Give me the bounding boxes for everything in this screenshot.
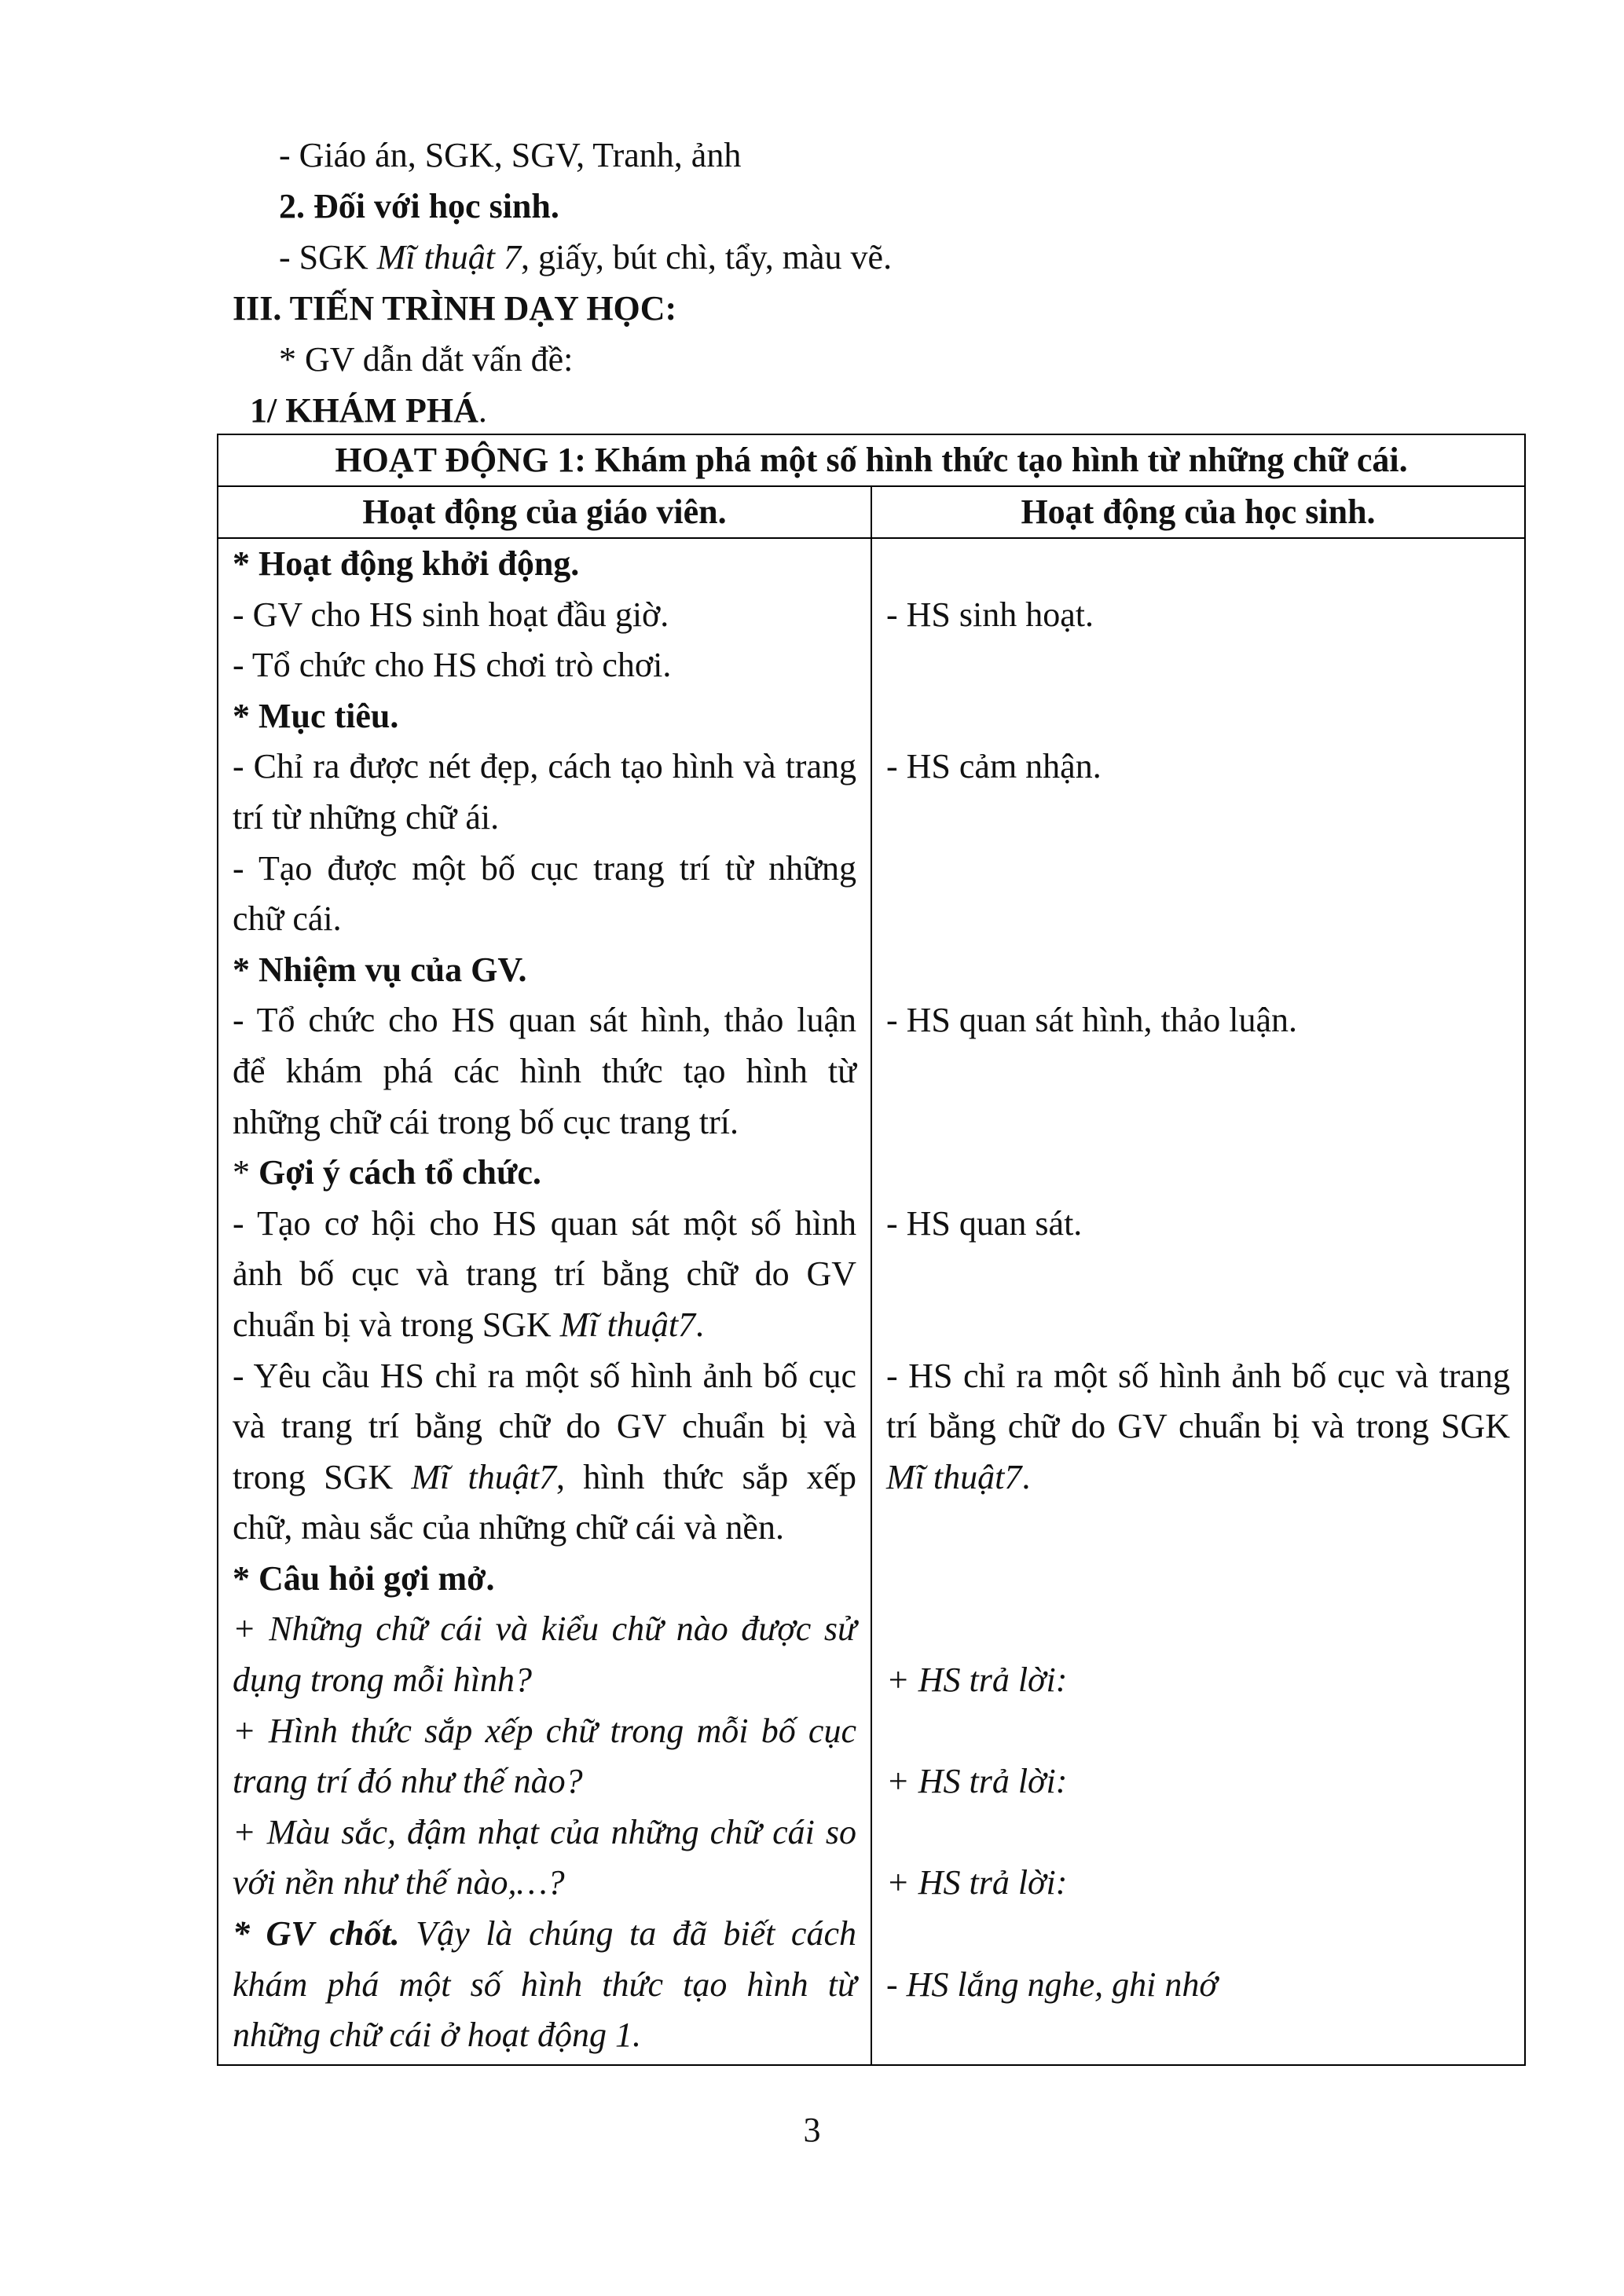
spacer <box>886 1300 1510 1351</box>
hs-item: - HS cảm nhận. <box>886 747 1102 786</box>
spacer <box>886 1604 1510 1655</box>
gv-item: - Tạo được một bố cục trang trí từ những chữ cái. <box>233 848 856 939</box>
col-header-student: Hoạt động của học sinh. <box>871 486 1525 538</box>
activity-title: HOẠT ĐỘNG 1: Khám phá một số hình thức tạo hình từ những chữ cái. <box>218 434 1525 486</box>
student-activity-cell <box>871 538 1525 2065</box>
gv-item <box>233 1351 856 1554</box>
gv-item: - GV cho HS sinh hoạt đầu giờ. <box>233 595 669 634</box>
subsection-heading-explore <box>250 386 487 436</box>
spacer <box>886 1148 1510 1199</box>
gv-item: - Tổ chức cho HS quan sát hình, thảo luận để khám phá các hình thức tạo hình từ những chữ cái trong bố cục trang trí. <box>233 1001 856 1141</box>
material-student-pre: - SGK <box>279 238 377 276</box>
textbook-title: Mĩ thuật7 <box>559 1305 696 1344</box>
gv-item <box>233 1199 856 1351</box>
col-header-teacher: Hoạt động của giáo viên. <box>218 486 871 538</box>
gv-conclusion <box>233 1909 856 2061</box>
gv-item: - Chỉ ra được nét đẹp, cách tạo hình và trang trí từ những chữ ái. <box>233 747 856 837</box>
spacer <box>886 1554 1510 1605</box>
spacer <box>886 1249 1510 1300</box>
spacer <box>886 1503 1510 1554</box>
material-teacher-line: - Giáo án, SGK, SGV, Tranh, ảnh <box>279 136 742 174</box>
hs-item: - HS quan sát. <box>886 1203 1083 1243</box>
gv-conclusion-text: Vậy là chúng ta đã biết cách khám phá một số hình thức tạo hình từ những chữ cái ở hoạt động 1. <box>233 1914 856 2055</box>
table-header-row <box>218 486 1525 538</box>
hs-item: - HS quan sát hình, thảo luận. <box>886 1001 1298 1040</box>
spacer <box>886 844 1510 895</box>
gv-conclusion-label: * GV chốt. <box>233 1914 400 1954</box>
hs-answer: - HS lắng nghe, ghi nhớ <box>886 1965 1218 2004</box>
subsection-heading-dot: . <box>478 391 487 430</box>
gv-item-text: - Yêu cầu HS chỉ ra một số hình ảnh bố cục và trang trí bằng chữ do GV chuẩn bị và trong SGK <box>233 1356 856 1496</box>
textbook-title: Mĩ thuật7 <box>886 1457 1022 1496</box>
spacer <box>886 640 1510 691</box>
spacer <box>886 1706 1510 1757</box>
page-number: 3 <box>803 2111 821 2149</box>
textbook-title: Mĩ thuật 7 <box>376 238 522 276</box>
spacer <box>886 1097 1510 1148</box>
table-body-row <box>218 538 1525 2065</box>
spacer <box>886 1909 1510 1960</box>
gv-item: - Tổ chức cho HS chơi trò chơi. <box>233 646 672 685</box>
gv-heading-objective: * Mục tiêu. <box>233 696 399 735</box>
textbook-title: Mĩ thuật7 <box>411 1457 556 1496</box>
gv-heading-suggest <box>233 1148 856 1199</box>
spacer <box>886 1807 1510 1858</box>
table-title-row <box>218 434 1525 486</box>
spacer <box>886 945 1510 996</box>
gv-heading-warmup: * Hoạt động khởi động. <box>233 544 580 583</box>
section-heading-process: III. TIẾN TRÌNH DẠY HỌC: <box>233 289 677 328</box>
spacer <box>886 894 1510 945</box>
gv-question: + Những chữ cái và kiểu chữ nào được sử dụng trong mỗi hình? <box>233 1609 856 1700</box>
spacer <box>886 539 1510 590</box>
activity-table <box>217 434 1526 2066</box>
hs-answer: + HS trả lời: <box>886 1661 1068 1700</box>
gv-question: + Hình thức sắp xếp chữ trong mỗi bố cục trang trí đó như thế nào? <box>233 1711 856 1801</box>
gv-heading-suggest-text: Gợi ý cách tổ chức. <box>258 1153 541 1192</box>
material-student-post: , giấy, bút chì, tẩy, màu vẽ. <box>521 238 893 276</box>
spacer <box>886 793 1510 844</box>
hs-item-text: - HS chỉ ra một số hình ảnh bố cục và trang trí bằng chữ do GV chuẩn bị và trong SGK <box>886 1356 1511 1446</box>
hs-answer: + HS trả lời: <box>886 1762 1068 1801</box>
gv-item-text: - Tạo cơ hội cho HS quan sát một số hình ảnh bố cục và trang trí bằng chữ do GV chuẩn bị và trong SGK <box>233 1203 856 1344</box>
gv-heading-questions: * Câu hỏi gợi mở. <box>233 1558 495 1598</box>
spacer <box>886 1046 1510 1097</box>
hs-answer: + HS trả lời: <box>886 1863 1068 1902</box>
spacer <box>886 691 1510 742</box>
teacher-activity-cell <box>218 538 871 2065</box>
gv-heading-task: * Nhiệm vụ của GV. <box>233 950 527 989</box>
gv-heading-star: * <box>233 1153 258 1192</box>
subsection-heading-bold: 1/ KHÁM PHÁ <box>250 391 478 430</box>
gv-item-text: . <box>695 1305 705 1344</box>
hs-item: - HS sinh hoạt. <box>886 595 1094 634</box>
material-student-line <box>279 233 892 283</box>
gv-question: + Màu sắc, đậm nhạt của những chữ cái so với nền như thế nào,…? <box>233 1812 856 1902</box>
hs-item <box>886 1351 1510 1503</box>
intro-line: * GV dẫn dắt vấn đề: <box>279 340 574 379</box>
student-prep-heading: 2. Đối với học sinh. <box>279 187 559 225</box>
gv-item-text: , hình thức sắp xếp chữ, màu sắc của những chữ cái và nền. <box>233 1457 856 1547</box>
hs-item-text: . <box>1021 1457 1031 1496</box>
